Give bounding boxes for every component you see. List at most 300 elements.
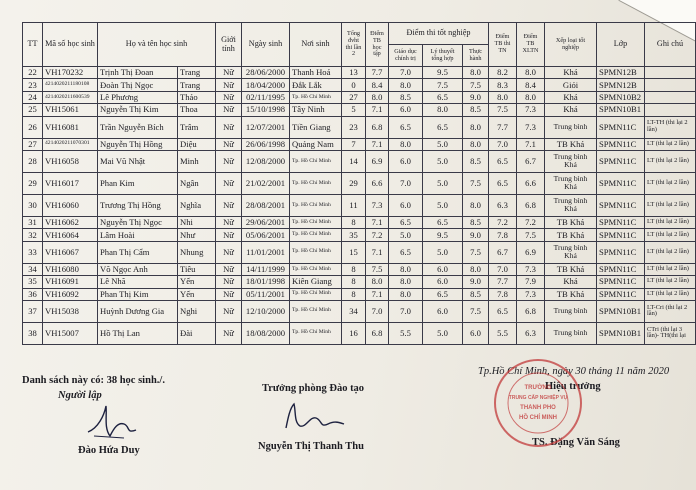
cell-first: Trâm	[178, 116, 216, 138]
cell-place: Thanh Hoá	[290, 67, 342, 79]
cell-last: Nguyễn Thị Kim	[98, 104, 178, 116]
cell-id: VH16092	[43, 288, 98, 300]
col-student-id: Mã số học sinh	[43, 23, 98, 67]
cell-exam: 6.7	[489, 241, 517, 263]
cell-pol: 7.0	[389, 67, 423, 79]
cell-prac: 7.5	[463, 241, 489, 263]
cell-id: VH16062	[43, 216, 98, 228]
col-note: Ghi chú	[645, 23, 696, 67]
cell-tt: 25	[23, 104, 43, 116]
cell-pol: 7.0	[389, 172, 423, 194]
cell-dob: 12/10/2000	[242, 300, 290, 322]
cell-credits: 8	[342, 276, 366, 288]
cell-id: VH16067	[43, 241, 98, 263]
preparer-title: Người lập	[58, 390, 102, 401]
cell-rank: Trung bình Khá	[545, 194, 597, 216]
cell-rank: Khá	[545, 67, 597, 79]
cell-prac: 9.0	[463, 229, 489, 241]
cell-tt: 27	[23, 138, 43, 150]
cell-theory: 6.5	[423, 91, 463, 103]
cell-pol: 8.0	[389, 288, 423, 300]
cell-class: SPMN11C	[597, 150, 645, 172]
cell-gpa: 6.8	[366, 116, 389, 138]
cell-note: LT (thi lại 2 lần)	[645, 229, 696, 241]
cell-note: LT (thi lại 2 lần)	[645, 150, 696, 172]
cell-first: Yến	[178, 288, 216, 300]
cell-credits: 11	[342, 194, 366, 216]
cell-note: LT (thi lại 2 lần)	[645, 216, 696, 228]
cell-gender: Nữ	[216, 229, 242, 241]
cell-theory: 6.5	[423, 116, 463, 138]
cell-dob: 21/02/2001	[242, 172, 290, 194]
cell-prac: 8.0	[463, 194, 489, 216]
cell-id: VH15007	[43, 322, 98, 344]
col-class: Lớp	[597, 23, 645, 67]
cell-xltn: 8.4	[517, 79, 545, 91]
cell-xltn: 7.1	[517, 138, 545, 150]
cell-tt: 30	[23, 194, 43, 216]
cell-exam: 7.7	[489, 276, 517, 288]
cell-note	[645, 104, 696, 116]
cell-theory: 6.0	[423, 300, 463, 322]
cell-gpa: 7.0	[366, 300, 389, 322]
cell-exam: 6.5	[489, 172, 517, 194]
cell-place: Tp. Hồ Chí Minh	[290, 288, 342, 300]
cell-gpa: 6.8	[366, 322, 389, 344]
cell-pol: 8.0	[389, 263, 423, 275]
cell-note: CTri (thi lại 3 lần)- TH(thi lại	[645, 322, 696, 344]
cell-gender: Nữ	[216, 138, 242, 150]
cell-exam: 8.0	[489, 91, 517, 103]
cell-last: Phan Thị Kim	[98, 288, 178, 300]
cell-exam: 7.7	[489, 116, 517, 138]
cell-pol: 8.0	[389, 138, 423, 150]
cell-gpa: 8.4	[366, 79, 389, 91]
dept-head-signature	[280, 398, 350, 436]
cell-xltn: 7.3	[517, 263, 545, 275]
cell-theory: 5.0	[423, 172, 463, 194]
cell-id: VH16017	[43, 172, 98, 194]
cell-first: Nghi	[178, 300, 216, 322]
cell-rank: TB Khá	[545, 138, 597, 150]
cell-gpa: 7.5	[366, 263, 389, 275]
preparer-name: Đào Hứa Duy	[78, 445, 140, 456]
cell-theory: 6.0	[423, 276, 463, 288]
cell-class: SPMN12B	[597, 67, 645, 79]
cell-note	[645, 79, 696, 91]
cell-xltn: 6.8	[517, 194, 545, 216]
cell-note: LT (thi lại 2 lần)	[645, 172, 696, 194]
cell-id: VH15038	[43, 300, 98, 322]
cell-credits: 15	[342, 241, 366, 263]
table-row	[23, 288, 696, 300]
cell-gpa: 8.0	[366, 276, 389, 288]
col-exam-avg: Điểm TB thi TN	[489, 23, 517, 67]
principal-title: Hiệu trưởng	[545, 381, 601, 392]
cell-prac: 8.5	[463, 216, 489, 228]
cell-dob: 26/06/1998	[242, 138, 290, 150]
cell-tt: 38	[23, 322, 43, 344]
col-full-name: Họ và tên học sinh	[98, 23, 216, 67]
cell-gpa: 7.1	[366, 288, 389, 300]
cell-prac: 8.0	[463, 138, 489, 150]
cell-last: Lê Nhã	[98, 276, 178, 288]
cell-pol: 6.5	[389, 241, 423, 263]
cell-id: 4214020211180108	[43, 79, 98, 91]
table-row	[23, 229, 696, 241]
cell-prac: 7.5	[463, 172, 489, 194]
cell-theory: 6.0	[423, 263, 463, 275]
stamp-text-bottom: HỒ CHÍ MINH	[519, 415, 557, 421]
cell-gender: Nữ	[216, 104, 242, 116]
cell-class: SPMN11C	[597, 194, 645, 216]
cell-class: SPMN10B1	[597, 104, 645, 116]
cell-tt: 23	[23, 79, 43, 91]
cell-id: 4214020211070301	[43, 138, 98, 150]
cell-prac: 9.0	[463, 276, 489, 288]
table-row	[23, 150, 696, 172]
cell-gender: Nữ	[216, 241, 242, 263]
cell-gender: Nữ	[216, 300, 242, 322]
cell-tt: 22	[23, 67, 43, 79]
cell-id: 4214020211600539	[43, 91, 98, 103]
principal-name: TS. Đặng Văn Sáng	[532, 437, 620, 448]
cell-xltn: 7.5	[517, 229, 545, 241]
cell-prac: 6.0	[463, 322, 489, 344]
col-exam-group: Điểm thi tốt nghiệp	[389, 23, 489, 45]
cell-last: Trịnh Thị Đoan	[98, 67, 178, 79]
cell-pol: 6.0	[389, 194, 423, 216]
cell-pol: 6.5	[389, 116, 423, 138]
cell-class: SPMN11C	[597, 229, 645, 241]
col-rank: Xếp loại tốt nghiệp	[545, 23, 597, 67]
cell-dob: 12/07/2001	[242, 116, 290, 138]
col-gpa: Điểm TB học tập	[366, 23, 389, 67]
table-row	[23, 91, 696, 103]
cell-rank: Trung bình Khá	[545, 172, 597, 194]
cell-theory: 8.0	[423, 104, 463, 116]
cell-dob: 28/08/2001	[242, 194, 290, 216]
cell-first: Tiêu	[178, 263, 216, 275]
cell-tt: 33	[23, 241, 43, 263]
cell-last: Lê Phương	[98, 91, 178, 103]
cell-place: Tp. Hồ Chí Minh	[290, 241, 342, 263]
cell-note: LT (thi lại 2 lần)	[645, 263, 696, 275]
cell-rank: Trung bình Khá	[545, 241, 597, 263]
cell-theory: 5.0	[423, 194, 463, 216]
cell-class: SPMN11C	[597, 263, 645, 275]
cell-dob: 29/06/2001	[242, 216, 290, 228]
cell-tt: 34	[23, 263, 43, 275]
cell-id: VH16081	[43, 116, 98, 138]
cell-first: Trang	[178, 67, 216, 79]
cell-prac: 8.5	[463, 150, 489, 172]
cell-dob: 05/06/2001	[242, 229, 290, 241]
cell-credits: 29	[342, 172, 366, 194]
cell-exam: 7.2	[489, 216, 517, 228]
cell-gpa: 7.1	[366, 104, 389, 116]
cell-class: SPMN12B	[597, 79, 645, 91]
cell-gpa: 6.6	[366, 172, 389, 194]
cell-rank: Khá	[545, 104, 597, 116]
cell-exam: 8.2	[489, 67, 517, 79]
cell-xltn: 8.0	[517, 67, 545, 79]
cell-theory: 6.5	[423, 288, 463, 300]
date-line: Tp.Hồ Chí Minh, ngày 30 tháng 11 năm 2020	[478, 366, 670, 377]
cell-gender: Nữ	[216, 91, 242, 103]
cell-place: Tp. Hồ Chí Minh	[290, 300, 342, 322]
col-dob: Ngày sinh	[242, 23, 290, 67]
cell-id: VH16064	[43, 229, 98, 241]
cell-pol: 6.5	[389, 216, 423, 228]
cell-exam: 7.0	[489, 138, 517, 150]
cell-id: VH16060	[43, 194, 98, 216]
cell-rank: Trung bình	[545, 116, 597, 138]
table-row	[23, 104, 696, 116]
cell-dob: 05/11/2001	[242, 288, 290, 300]
cell-credits: 27	[342, 91, 366, 103]
col-gender: Giới tính	[216, 23, 242, 67]
cell-class: SPMN10B2	[597, 91, 645, 103]
cell-dob: 12/08/2000	[242, 150, 290, 172]
cell-prac: 8.0	[463, 263, 489, 275]
cell-exam: 6.5	[489, 300, 517, 322]
cell-gender: Nữ	[216, 116, 242, 138]
cell-last: Phan Kim	[98, 172, 178, 194]
table-row	[23, 322, 696, 344]
cell-class: SPMN10B1	[597, 300, 645, 322]
cell-gpa: 7.1	[366, 138, 389, 150]
cell-class: SPMN11C	[597, 216, 645, 228]
cell-class: SPMN10B1	[597, 322, 645, 344]
cell-exam: 7.5	[489, 104, 517, 116]
cell-last: Phan Thị Cẩm	[98, 241, 178, 263]
cell-note: LT-TH (thi lại 2 lần)	[645, 116, 696, 138]
col-tt: TT	[23, 23, 43, 67]
cell-dob: 18/04/2000	[242, 79, 290, 91]
cell-theory: 6.5	[423, 216, 463, 228]
cell-id: VH15061	[43, 104, 98, 116]
dept-head-title: Trưởng phòng Đào tạo	[262, 383, 365, 394]
cell-id: VH16058	[43, 150, 98, 172]
cell-xltn: 6.7	[517, 150, 545, 172]
cell-last: Nguyễn Thị Ngọc	[98, 216, 178, 228]
cell-prac: 7.5	[463, 79, 489, 91]
cell-place: Kiên Giang	[290, 276, 342, 288]
cell-gender: Nữ	[216, 172, 242, 194]
cell-credits: 16	[342, 322, 366, 344]
cell-first: Minh	[178, 150, 216, 172]
cell-theory: 5.0	[423, 322, 463, 344]
cell-place: Tiền Giang	[290, 116, 342, 138]
table-row	[23, 241, 696, 263]
dept-head-name: Nguyễn Thị Thanh Thu	[258, 441, 364, 452]
table-row	[23, 67, 696, 79]
table-row	[23, 138, 696, 150]
cell-pol: 8.5	[389, 91, 423, 103]
cell-prac: 8.5	[463, 288, 489, 300]
cell-tt: 37	[23, 300, 43, 322]
cell-last: Trương Thị Hồng	[98, 194, 178, 216]
cell-first: Thoa	[178, 104, 216, 116]
cell-rank: TB Khá	[545, 288, 597, 300]
cell-note: LT (thi lại 2 lần)	[645, 194, 696, 216]
cell-theory: 7.5	[423, 79, 463, 91]
cell-dob: 18/08/2000	[242, 322, 290, 344]
cell-first: Đài	[178, 322, 216, 344]
cell-note	[645, 91, 696, 103]
cell-pol: 5.0	[389, 229, 423, 241]
cell-rank: Giỏi	[545, 79, 597, 91]
cell-place: Tp. Hồ Chí Minh	[290, 150, 342, 172]
cell-first: Thảo	[178, 91, 216, 103]
cell-pol: 6.0	[389, 150, 423, 172]
cell-pol: 7.0	[389, 300, 423, 322]
cell-tt: 35	[23, 276, 43, 288]
cell-dob: 15/10/1998	[242, 104, 290, 116]
cell-gender: Nữ	[216, 150, 242, 172]
cell-tt: 32	[23, 229, 43, 241]
cell-last: Hồ Thị Lan	[98, 322, 178, 344]
cell-rank: TB Khá	[545, 229, 597, 241]
cell-xltn: 6.6	[517, 172, 545, 194]
cell-class: SPMN11C	[597, 172, 645, 194]
cell-gpa: 7.1	[366, 241, 389, 263]
cell-class: SPMN11C	[597, 276, 645, 288]
cell-gpa: 7.1	[366, 216, 389, 228]
cell-xltn: 6.3	[517, 322, 545, 344]
cell-prac: 8.0	[463, 116, 489, 138]
cell-place: Tây Ninh	[290, 104, 342, 116]
cell-note: LT (thi lại 2 lần)	[645, 276, 696, 288]
cell-exam: 8.3	[489, 79, 517, 91]
cell-rank: Trung bình	[545, 300, 597, 322]
cell-note: LT-Cri (thi lại 2 lần)	[645, 300, 696, 322]
cell-place: Đắk Lắk	[290, 79, 342, 91]
cell-gpa: 7.7	[366, 67, 389, 79]
cell-credits: 14	[342, 150, 366, 172]
cell-first: Như	[178, 229, 216, 241]
graduation-results-table	[22, 22, 696, 345]
cell-credits: 8	[342, 263, 366, 275]
cell-id: VH170232	[43, 67, 98, 79]
cell-credits: 5	[342, 104, 366, 116]
cell-gender: Nữ	[216, 288, 242, 300]
cell-theory: 5.0	[423, 241, 463, 263]
cell-credits: 8	[342, 216, 366, 228]
cell-exam: 5.5	[489, 322, 517, 344]
cell-dob: 28/06/2000	[242, 67, 290, 79]
school-red-stamp	[492, 357, 584, 449]
table-body	[23, 67, 696, 345]
cell-note	[645, 67, 696, 79]
cell-place: Tp. Hồ Chí Minh	[290, 194, 342, 216]
cell-tt: 36	[23, 288, 43, 300]
cell-exam: 7.0	[489, 263, 517, 275]
cell-xltn: 7.3	[517, 116, 545, 138]
cell-id: VH16080	[43, 263, 98, 275]
cell-first: Yến	[178, 276, 216, 288]
cell-credits: 13	[342, 67, 366, 79]
cell-theory: 9.5	[423, 67, 463, 79]
cell-first: Diệu	[178, 138, 216, 150]
table-row	[23, 216, 696, 228]
cell-tt: 31	[23, 216, 43, 228]
cell-pol: 6.0	[389, 104, 423, 116]
cell-place: Tp. Hồ Chí Minh	[290, 263, 342, 275]
cell-pol: 8.0	[389, 276, 423, 288]
cell-dob: 14/11/1999	[242, 263, 290, 275]
cell-first: Trang	[178, 79, 216, 91]
cell-first: Ngân	[178, 172, 216, 194]
cell-xltn: 7.3	[517, 104, 545, 116]
cell-gpa: 6.9	[366, 150, 389, 172]
cell-note: LT (thi lại 2 lần)	[645, 241, 696, 263]
cell-last: Nguyễn Thị Hồng	[98, 138, 178, 150]
cell-theory: 5.0	[423, 138, 463, 150]
cell-theory: 9.5	[423, 229, 463, 241]
cell-credits: 34	[342, 300, 366, 322]
cell-last: Lâm Hoài	[98, 229, 178, 241]
col-birthplace: Nơi sinh	[290, 23, 342, 67]
cell-prac: 8.0	[463, 67, 489, 79]
cell-last: Đoàn Thị Ngọc	[98, 79, 178, 91]
cell-last: Trần Nguyễn Bích	[98, 116, 178, 138]
table-row	[23, 79, 696, 91]
cell-gender: Nữ	[216, 79, 242, 91]
cell-rank: Trung bình Khá	[545, 150, 597, 172]
cell-xltn: 6.8	[517, 300, 545, 322]
cell-exam: 6.3	[489, 194, 517, 216]
cell-exam: 6.5	[489, 150, 517, 172]
table-row	[23, 276, 696, 288]
cell-first: Nhung	[178, 241, 216, 263]
cell-class: SPMN11C	[597, 138, 645, 150]
cell-class: SPMN11C	[597, 116, 645, 138]
cell-pol: 8.0	[389, 79, 423, 91]
cell-tt: 29	[23, 172, 43, 194]
cell-last: Huỳnh Dương Gia	[98, 300, 178, 322]
cell-gender: Nữ	[216, 216, 242, 228]
col-politics: Giáo dục chính trị	[389, 45, 423, 67]
cell-gender: Nữ	[216, 322, 242, 344]
col-theory: Lý thuyết tổng hợp	[423, 45, 463, 67]
table-row	[23, 194, 696, 216]
cell-place: Tp. Hồ Chí Minh	[290, 229, 342, 241]
stamp-text-mid1: TRUNG CẤP NGHIỆP VỤ	[508, 395, 568, 401]
stamp-text-top: TRƯỜNG	[524, 385, 552, 391]
cell-place: Tp. Hồ Chí Minh	[290, 322, 342, 344]
cell-gender: Nữ	[216, 194, 242, 216]
table-row	[23, 263, 696, 275]
cell-class: SPMN11C	[597, 241, 645, 263]
table-row	[23, 172, 696, 194]
cell-last: Mai Vũ Nhật	[98, 150, 178, 172]
cell-exam: 7.8	[489, 288, 517, 300]
cell-pol: 5.5	[389, 322, 423, 344]
cell-xltn: 7.9	[517, 276, 545, 288]
cell-rank: Trung bình	[545, 322, 597, 344]
cell-id: VH16091	[43, 276, 98, 288]
col-total-credits: Tổng đvht thi lần 2	[342, 23, 366, 67]
cell-first: Nghĩa	[178, 194, 216, 216]
cell-credits: 23	[342, 116, 366, 138]
cell-gender: Nữ	[216, 263, 242, 275]
cell-last: Võ Ngọc Anh	[98, 263, 178, 275]
cell-note: LT (thi lại 2 lần)	[645, 138, 696, 150]
cell-prac: 8.5	[463, 104, 489, 116]
cell-rank: TB Khá	[545, 216, 597, 228]
